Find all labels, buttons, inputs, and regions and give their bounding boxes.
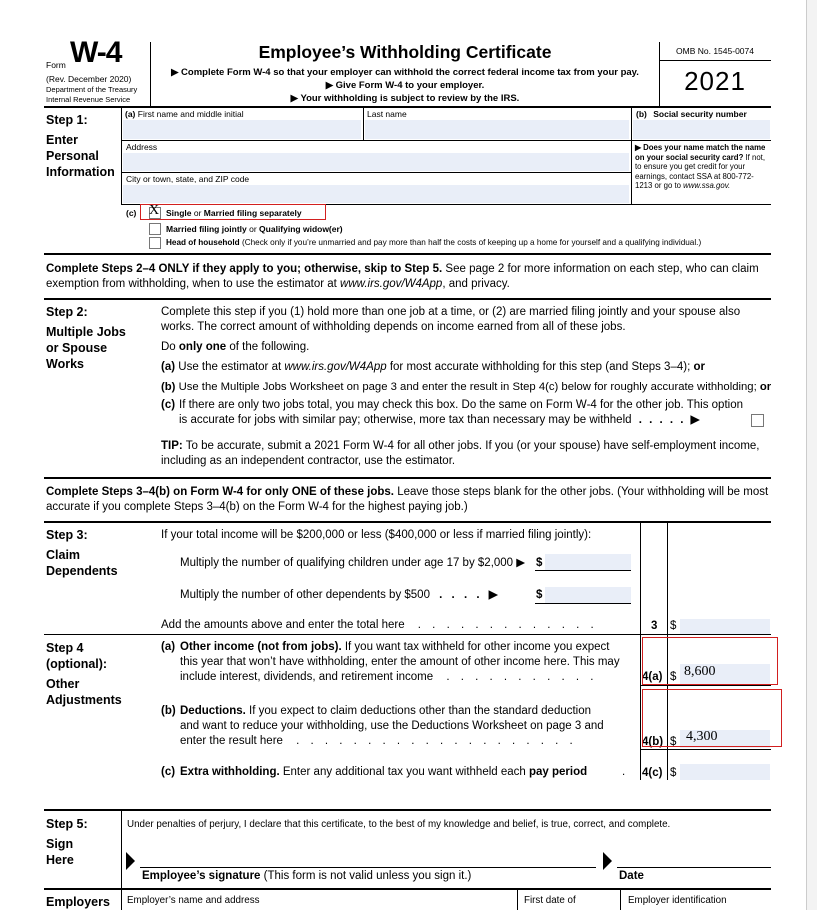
do-bold: only one [178,341,227,353]
b-tag2: (b) [161,381,176,393]
step4-optional: (optional): [46,657,108,671]
ssn-label-text: Social security number [653,109,747,119]
deductions-value: 4,300 [686,729,718,744]
instruction-give: ▶ Give Form W-4 to your employer. [325,80,485,91]
opt-married-bold2: Qualifying widow(er) [259,224,343,234]
step3-other-line [180,588,501,603]
step3-intro: If your total income will be $200,000 or less ($400,000 or less if married filing jointly): [161,529,592,541]
a-text2: for most accurate withholding for this step (and Steps 3–4); [386,361,694,373]
instruction-complete: ▶ Complete Form W-4 so that your employer can withhold the correct federal income tax from your pay. [171,67,639,78]
dept-treasury: Department of the Treasury [46,85,138,94]
intro-steps-3-4 [46,485,770,514]
c-tag2: (c) [161,399,176,411]
name-match-bold: ▶ Does your name match the name on your social security card? [635,143,766,162]
signature-rest: (This form is not valid unless you sign it.) [260,870,472,882]
two-jobs-checkbox[interactable] [751,414,764,427]
date-arrow-icon [603,852,612,870]
signature-arrow-icon [126,852,135,870]
irs-name: Internal Revenue Service [46,95,131,104]
opt-single-bold2: Married filing separately [203,208,302,218]
step4a-line2: this year that won’t have withholding, enter the amount of other income here. This may [180,656,620,668]
address-input[interactable] [123,153,629,171]
tax-year-text: 2021 [684,66,746,96]
scrollbar-track[interactable] [806,0,817,910]
city-label: City or town, state, and ZIP code [126,174,250,184]
step3-dollar-1: $ [536,557,543,569]
other-line-text: Multiply the number of other dependents by $500 [180,589,430,601]
line-3-dollar: $ [670,620,677,632]
step3-label: Step 3: [46,528,88,542]
single-checkbox-mark: X [149,203,160,218]
step4b-text1: If you expect to claim deductions other than the standard deduction [245,705,592,717]
step1-label: Step 1: [46,113,88,127]
a-or: or [693,361,705,373]
filing-c-label: (c) [126,208,137,218]
other-income-highlight-box [642,637,778,685]
step4a-text1: If you want tax withheld for other income you expect [341,641,610,653]
line-3-number: 3 [651,620,658,632]
line-4a-dollar: $ [670,671,677,683]
step5-name-1: Sign [46,837,74,851]
step4-name-1: Other [46,677,80,691]
step2-option-c1: If there are only two jobs total, you may check this box. Do the same on Form W-4 for the other job. This option [179,399,743,411]
intro24-rest1: See page 2 for more information on each step, who can claim exemption from withholding, when to use the estimator at [46,263,759,290]
step4a-tag: (a) [161,641,176,653]
add-text: Add the amounts above and enter the total here [161,619,405,631]
step4a-bold: Other income (not from jobs). [180,641,342,653]
ssn-input[interactable] [633,120,770,139]
last-name-label: Last name [367,109,407,119]
married-jointly-checkbox[interactable] [149,223,161,235]
instruction-review: ▶ Your withholding is subject to review by the IRS. [290,93,520,104]
single-highlight-box [140,204,326,220]
intro24-bold: Complete Steps 2–4 ONLY if they apply to you; otherwise, skip to Step 5. [46,263,443,275]
first-name-input[interactable] [123,120,361,139]
step1-name-1: Enter [46,133,78,147]
first-date-label: First date of [524,895,576,906]
date-label: Date [619,870,644,882]
line-4a-number: 4(a) [642,671,663,683]
opt-married-jointly [166,224,343,234]
employer-name-label: Employer’s name and address [127,895,260,906]
line-3-total-input[interactable] [680,619,770,634]
opt-single-or: or [191,208,204,218]
a-tag: (a) [125,109,136,119]
step2-para: Complete this step if you (1) hold more than one job at a time, or (2) are married filing jointly and your spouse also works. The correct amount of withholding depends on income earned from all of these jobs. [161,306,741,333]
step4c-dot: . [622,766,626,778]
other-income-value: 8,600 [684,664,716,679]
step4c-text: Enter any additional tax you want withheld each [279,766,529,778]
step2-name-3: Works [46,357,84,371]
ssa-url[interactable]: www.ssa.gov. [683,181,731,190]
a-text1: Use the estimator at [178,361,285,373]
step3-name-2: Dependents [46,564,118,578]
perjury-statement: Under penalties of perjury, I declare that this certificate, to the best of my knowledge and belief, is true, correct, and complete. [127,819,671,830]
head-household-checkbox[interactable] [149,237,161,249]
tax-year [663,66,767,96]
step4b-line2: and want to reduce your withholding, use the Deductions Worksheet on page 3 and [180,720,604,732]
step1-name-3: Information [46,165,115,179]
step4b-bold: Deductions. [180,705,246,717]
step2-option-b [161,380,771,395]
tip-text: To be accurate, submit a 2021 Form W-4 for all other jobs. If you (or your spouse) have self-employment income, including as an independent contractor, use the estimator. [161,440,760,467]
form-prefix: Form [46,60,66,70]
step2-option-a [161,360,705,375]
do-post: of the following. [226,341,310,353]
step3-children-line: Multiply the number of qualifying children under age 17 by $2,000 ▶ [180,557,526,569]
step2-name-1: Multiple Jobs [46,325,126,339]
step4a-dots: . . . . . . . . . . . [446,671,598,683]
step4c-line [180,765,587,780]
do-pre: Do [161,341,179,353]
add-dots: . . . . . . . . . . . . . [417,619,598,631]
opt-hoh-bold: Head of household [166,238,240,247]
signature-label [142,869,471,884]
opt-hoh-rest: (Check only if you’re unmarried and pay more than half the costs of keeping up a home for yourself and a qualifying individual.) [239,238,702,247]
employers-label: Employers [46,895,110,909]
step3-add-line [161,618,598,633]
step4b-line1 [180,704,591,719]
line-4c-number: 4(c) [642,767,663,779]
form-name: W-4 [70,36,122,69]
step4c-tag: (c) [161,766,176,778]
last-name-input[interactable] [365,120,629,139]
omb-number: OMB No. 1545-0074 [676,46,754,56]
extra-withholding-input[interactable] [680,764,770,780]
step4a-line3 [180,670,597,685]
opt-married-or: or [246,224,260,234]
a-tag2: (a) [161,361,176,373]
step3-name-1: Claim [46,548,81,562]
step4b-line3 [180,734,577,749]
ein-label: Employer identification [628,895,727,906]
step4a-line1 [180,640,609,655]
tip-bold: TIP: [161,440,183,452]
children-amount-input[interactable] [545,554,631,570]
signature-input[interactable] [140,848,598,866]
step4-label: Step 4 [46,641,84,655]
signature-bold: Employee’s signature [142,870,261,882]
step5-label: Step 5: [46,817,88,831]
step4-name-2: Adjustments [46,693,122,707]
step1-name-2: Personal [46,149,99,163]
intro24-rest2: , and privacy. [442,277,510,290]
intro24-url[interactable]: www.irs.gov/W4App [340,277,443,290]
step2-do [161,340,309,355]
a-url[interactable]: www.irs.gov/W4App [284,361,387,373]
address-label: Address [126,142,158,152]
opt-head-household [166,238,701,248]
form-title: Employee’s Withholding Certificate [258,42,552,62]
step4b-text3: enter the result here [180,735,283,747]
b-tag: (b) [636,109,647,119]
intro34-rest: Leave those steps blank for the other jobs. (Your withholding will be most accurate if you complete Steps 3–4(b) on the Form W-4 for the highest paying job.) [46,486,769,513]
opt-married-bold: Married filing jointly [166,224,247,234]
intro34-bold: Complete Steps 3–4(b) on Form W-4 for only ONE of these jobs. [46,486,394,498]
step3-dollar-2: $ [536,589,543,601]
line-4b-dollar: $ [670,736,677,748]
name-match-note [635,143,769,191]
line-4c-dollar: $ [670,767,677,779]
deductions-highlight-box [642,689,782,747]
name-match-rest: If not, to ensure you get credit for your earnings, contact SSA at 800-772-1213 or go to [635,152,766,190]
line-4b-number: 4(b) [642,736,664,748]
revision-date: (Rev. December 2020) [46,74,132,84]
step4a-text3: include interest, dividends, and retirement income [180,671,434,683]
step4b-tag: (b) [161,705,176,717]
c-text2: is accurate for jobs with similar pay; otherwise, more tax than necessary may be withheld [179,414,632,426]
step2-option-c2 [179,413,702,428]
first-name-label-text: First name and middle initial [137,109,244,119]
c-dots: . . . . . ▶ [638,414,702,426]
step4c-bold: Extra withholding. [180,766,280,778]
b-or: or [759,381,772,393]
step2-label: Step 2: [46,305,88,319]
step2-name-2: or Spouse [46,341,108,355]
step5-name-2: Here [46,853,74,867]
city-input[interactable] [123,185,629,203]
intro-steps-2-4 [46,262,770,291]
step2-tip [161,439,769,468]
other-line-dots: . . . . ▶ [439,589,501,601]
first-name-label [125,109,244,119]
step4b-dots: . . . . . . . . . . . . . . . . . . . . [296,735,577,747]
opt-single-bold: Single [166,208,192,218]
other-dependents-input[interactable] [545,587,631,603]
b-text: Use the Multiple Jobs Worksheet on page 3 and enter the result in Step 4(c) below for roughly accurate withholding; [178,381,760,393]
step4c-bold2: pay period [529,766,588,778]
ssn-label [636,109,747,119]
